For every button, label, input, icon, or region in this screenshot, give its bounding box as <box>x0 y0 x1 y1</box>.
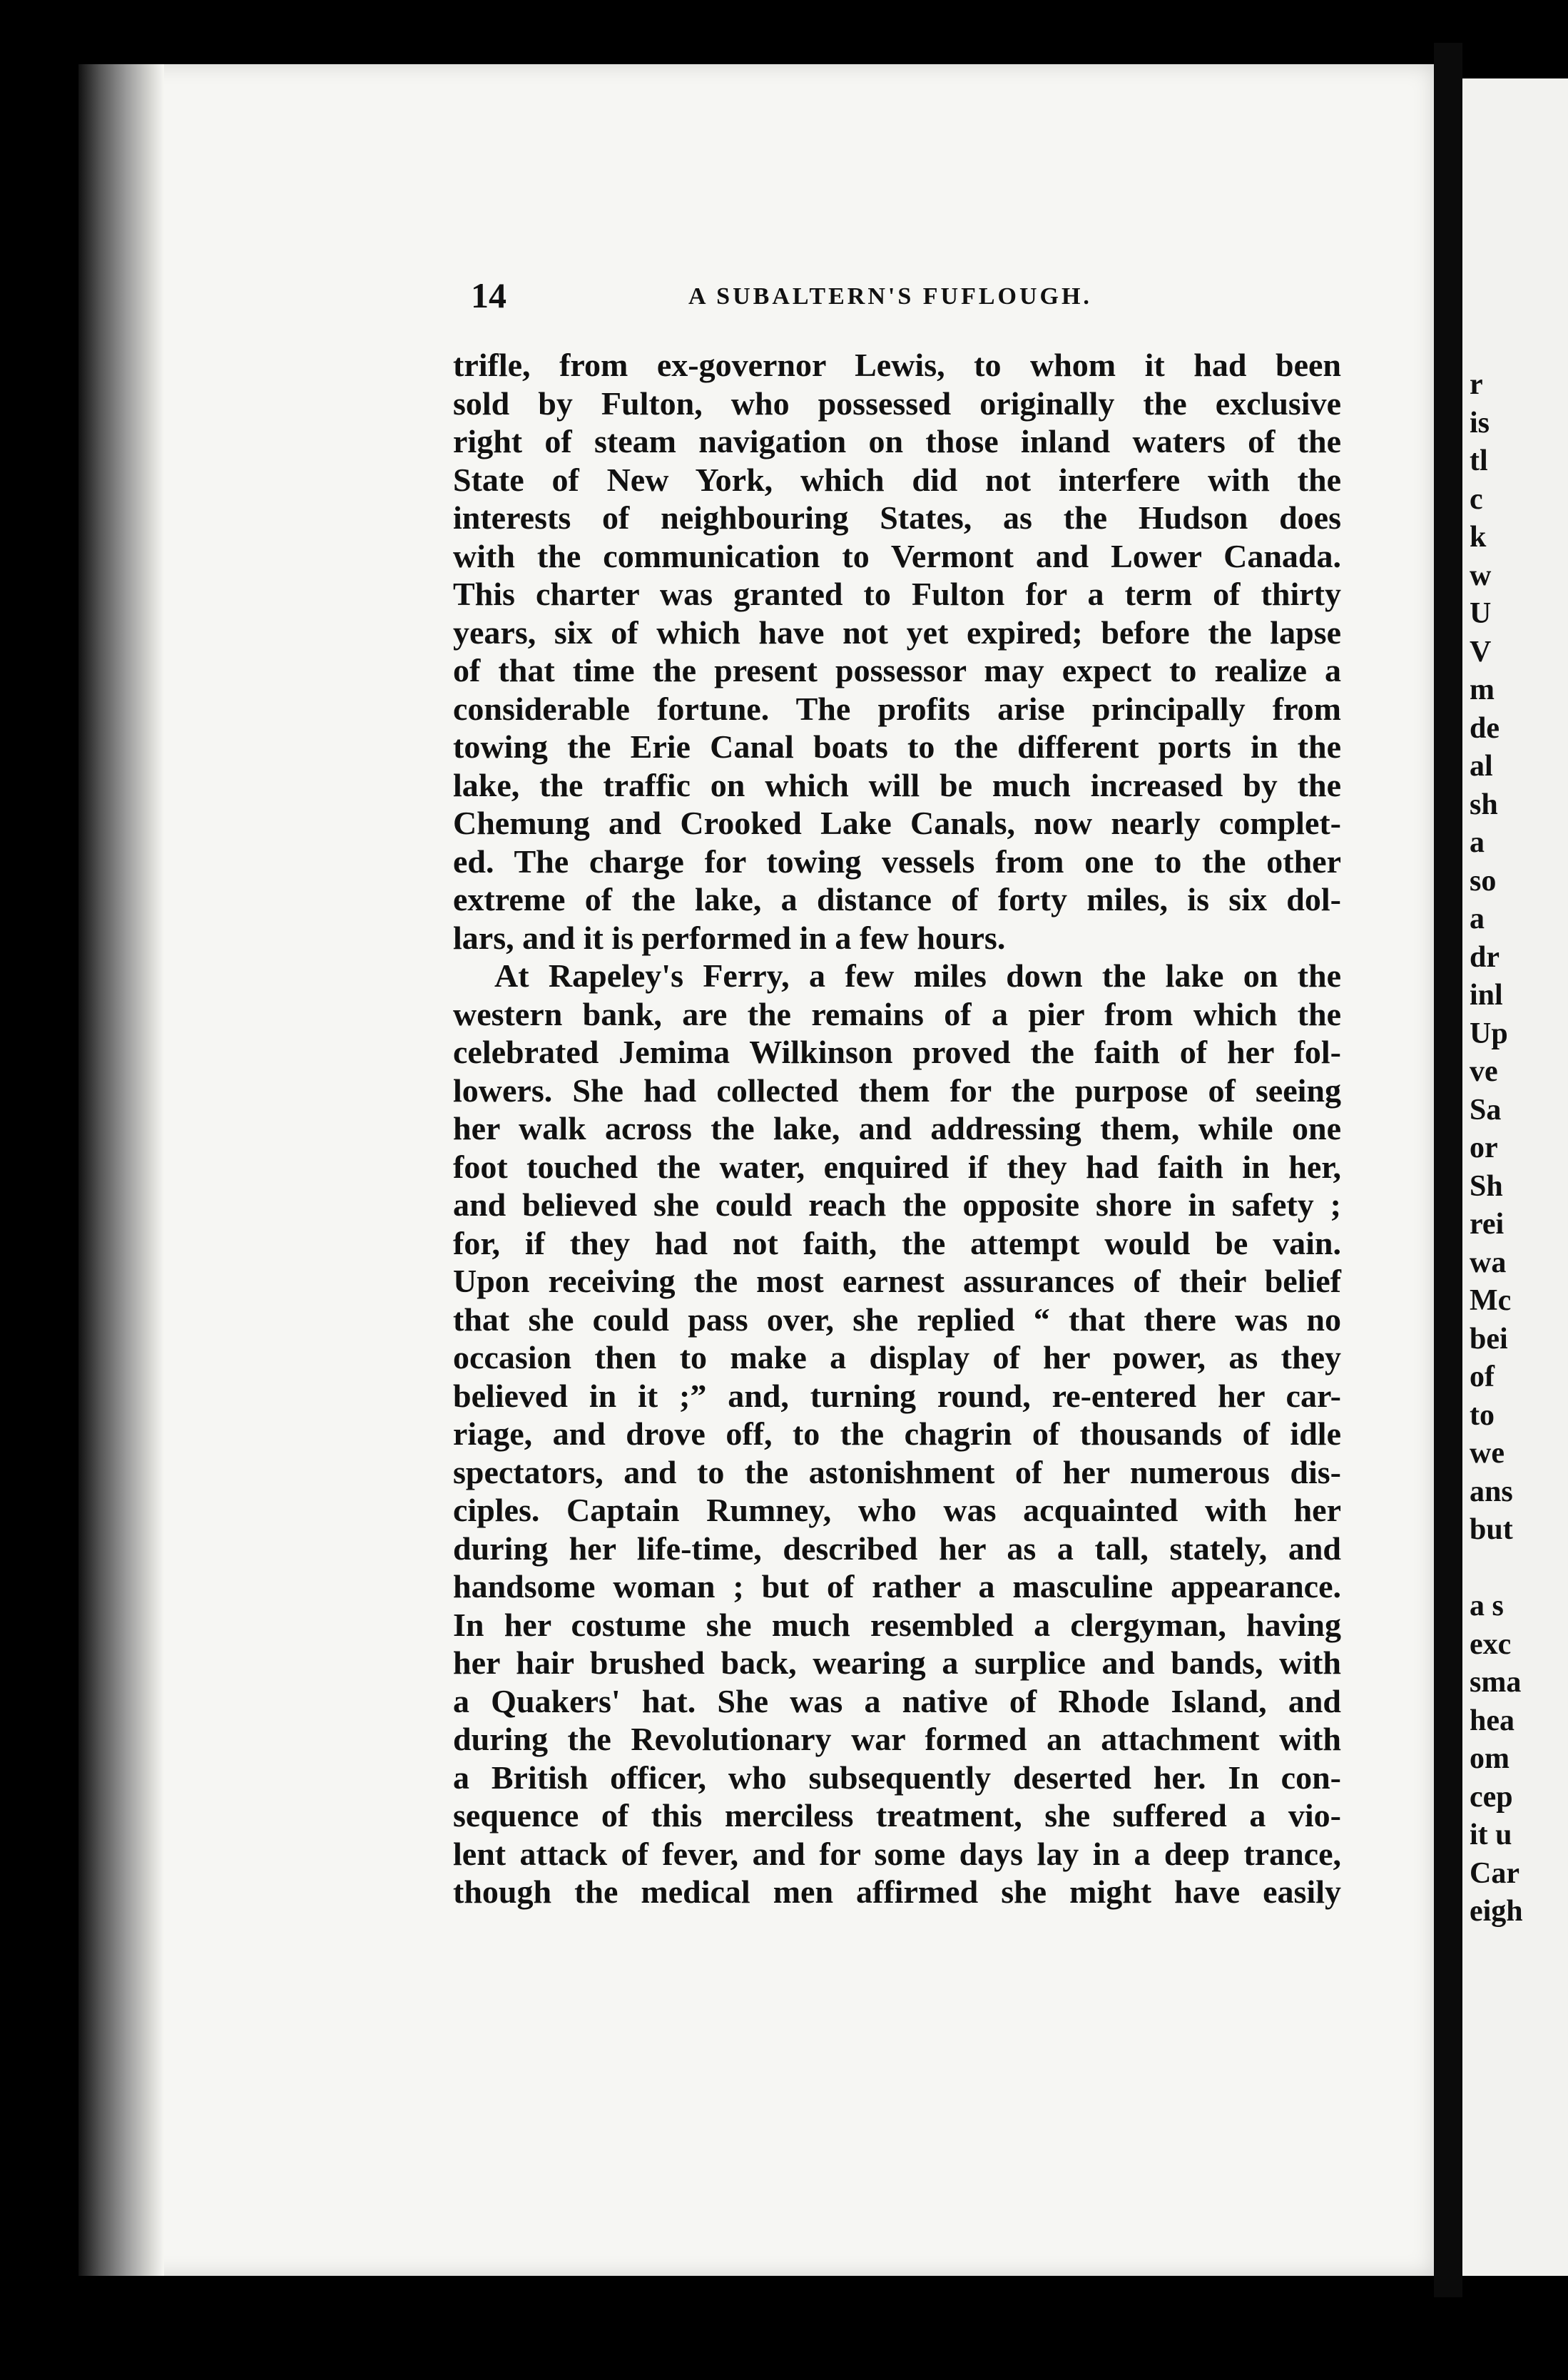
text-line: during the Revolutionary war formed an attachment with <box>453 1721 1341 1757</box>
adjacent-page-fragment: de <box>1470 711 1500 745</box>
text-line: with the communication to Vermont and Lower Canada. <box>453 537 1341 574</box>
text-line: extreme of the lake, a distance of forty miles, is six dol- <box>453 881 1341 917</box>
text-line: that she could pass over, she replied “ that there was no <box>453 1301 1341 1338</box>
adjacent-page-fragment: wa <box>1470 1246 1507 1279</box>
page-header <box>471 275 1355 317</box>
text-line: At Rapeley's Ferry, a few miles down the lake on the <box>494 957 1341 994</box>
text-line: occasion then to make a display of her power, as they <box>453 1339 1341 1375</box>
text-line: western bank, are the remains of a pier from which the <box>453 995 1341 1032</box>
text-line: interests of neighbouring States, as the Hudson does <box>453 499 1341 536</box>
text-line: ciples. Captain Rumney, who was acquainted with her <box>453 1492 1341 1528</box>
adjacent-page-fragment: sma <box>1470 1666 1522 1699</box>
adjacent-page-fragment: sh <box>1470 788 1498 821</box>
adjacent-page-fragment: eigh <box>1470 1895 1523 1928</box>
adjacent-page-fragment: it u <box>1470 1819 1512 1851</box>
adjacent-page-fragment: inl <box>1470 979 1503 1012</box>
adjacent-page-fragment: Up <box>1470 1017 1508 1050</box>
adjacent-page-fragment: Sh <box>1470 1169 1503 1203</box>
text-line: Chemung and Crooked Lake Canals, now nearly complet- <box>453 805 1341 841</box>
text-line: right of steam navigation on those inland waters of the <box>453 423 1341 459</box>
text-line: riage, and drove off, to the chagrin of thousands of idle <box>453 1415 1341 1452</box>
text-line: Upon receiving the most earnest assurances of their belief <box>453 1263 1341 1299</box>
adjacent-page-fragment: or <box>1470 1131 1498 1164</box>
adjacent-page-edge <box>1462 78 1568 2276</box>
adjacent-page-fragment: ve <box>1470 1055 1498 1088</box>
adjacent-page-fragment: bei <box>1470 1322 1508 1356</box>
page-gutter-shadow <box>78 64 164 2276</box>
text-line: a Quakers' hat. She was a native of Rhode Island, and <box>453 1682 1341 1719</box>
adjacent-page-fragment: rei <box>1470 1208 1505 1241</box>
text-line: a British officer, who subsequently deserted her. In con- <box>453 1759 1341 1796</box>
text-line: sold by Fulton, who possessed originally the exclusive <box>453 385 1341 422</box>
text-line: believed in it ;” and, turning round, re-entered her car- <box>453 1377 1341 1414</box>
text-line: spectators, and to the astonishment of her numerous dis- <box>453 1453 1341 1490</box>
text-line: lars, and it is performed in a few hours. <box>453 919 1006 956</box>
adjacent-page-fragment: hea <box>1470 1704 1514 1737</box>
adjacent-page-fragment: V <box>1470 635 1492 668</box>
adjacent-page-fragment: tl <box>1470 444 1488 477</box>
text-line: of that time the present possessor may expect to realize a <box>453 652 1341 688</box>
text-line: This charter was granted to Fulton for a term of thirty <box>453 576 1341 612</box>
text-line: during her life-time, described her as a tall, stately, and <box>453 1530 1341 1567</box>
adjacent-page-fragment: so <box>1470 864 1497 897</box>
text-line: handsome woman ; but of rather a masculine appearance. <box>453 1568 1341 1605</box>
adjacent-page-fragment: exc <box>1470 1627 1512 1661</box>
text-line: lowers. She had collected them for the purpose of seeing <box>453 1072 1341 1109</box>
text-line: sequence of this merciless treatment, she suffered a vio- <box>453 1797 1341 1834</box>
text-line: State of New York, which did not interfere with the <box>453 461 1341 498</box>
adjacent-page-fragment: k <box>1470 521 1487 554</box>
adjacent-page-fragment: Mc <box>1470 1284 1512 1317</box>
adjacent-page-fragment: to <box>1470 1398 1495 1432</box>
text-line: lent attack of fever, and for some days lay in a deep trance, <box>453 1835 1341 1872</box>
adjacent-page-fragment: U <box>1470 597 1492 630</box>
adjacent-page-fragment: a s <box>1470 1590 1504 1622</box>
adjacent-page-fragment: m <box>1470 673 1495 706</box>
page-number: 14 <box>471 275 506 315</box>
text-line: trifle, from ex-governor Lewis, to whom it had been <box>453 347 1341 383</box>
text-line: celebrated Jemima Wilkinson proved the faith of her fol- <box>453 1034 1341 1070</box>
text-line: her hair brushed back, wearing a surplice and bands, with <box>453 1644 1341 1681</box>
running-title: A SUBALTERN'S FUFLOUGH. <box>688 283 1092 310</box>
text-line: and believed she could reach the opposite shore in safety ; <box>453 1186 1341 1223</box>
adjacent-page-fragment: r <box>1470 368 1483 401</box>
text-line: towing the Erie Canal boats to the different ports in the <box>453 728 1341 765</box>
adjacent-page-fragment: ans <box>1470 1475 1513 1508</box>
text-line: though the medical men affirmed she might have easily <box>453 1873 1341 1910</box>
text-line: years, six of which have not yet expired; before the lapse <box>453 614 1341 651</box>
adjacent-page-fragment: Sa <box>1470 1093 1502 1127</box>
text-line: ed. The charge for towing vessels from one to the other <box>453 843 1341 880</box>
text-line: considerable fortune. The profits arise principally from <box>453 690 1341 727</box>
adjacent-page-fragment: cep <box>1470 1780 1513 1814</box>
text-line: for, if they had not faith, the attempt would be vain. <box>453 1224 1341 1261</box>
adjacent-page-fragment: al <box>1470 750 1493 783</box>
text-line: her walk across the lake, and addressing them, while one <box>453 1110 1341 1146</box>
adjacent-page-fragment: w <box>1470 559 1492 592</box>
book-spine-shadow <box>1434 43 1462 2297</box>
adjacent-page-fragment: of <box>1470 1361 1495 1393</box>
adjacent-page-fragment: we <box>1470 1437 1505 1470</box>
body-text <box>453 346 1341 1911</box>
adjacent-page-fragment: is <box>1470 406 1490 439</box>
adjacent-page-fragment: Car <box>1470 1856 1519 1890</box>
adjacent-page-fragment: but <box>1470 1513 1513 1546</box>
text-line: foot touched the water, enquired if they had faith in her, <box>453 1148 1341 1185</box>
adjacent-page-fragment: a <box>1470 902 1485 935</box>
adjacent-page-fragment: om <box>1470 1742 1510 1775</box>
text-line: In her costume she much resembled a clergyman, having <box>453 1606 1341 1643</box>
text-line: lake, the traffic on which will be much increased by the <box>453 766 1341 803</box>
adjacent-page-fragment: c <box>1470 482 1483 516</box>
adjacent-page-fragment: a <box>1470 826 1485 859</box>
adjacent-page-fragment: dr <box>1470 940 1500 974</box>
